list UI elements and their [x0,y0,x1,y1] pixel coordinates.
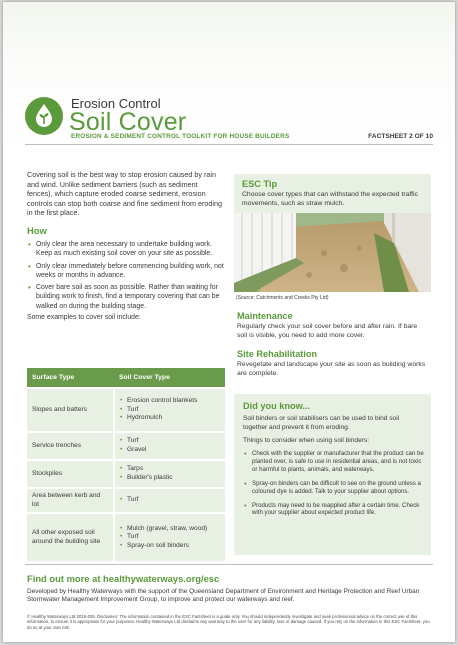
table-header: Surface Type [27,368,114,388]
table-cell: Service trenches [27,432,114,460]
list-item: • Mulch (gravel, straw, wood) [120,525,220,534]
maintenance-heading: Maintenance [237,311,293,321]
water-drop-plant-icon [25,97,63,135]
examples-text: Some examples to cover soil include: [27,314,141,322]
maintenance-text: Regularly check your soil cover before and after rain. If bare soil is visible, you need to add more cover. [237,323,418,339]
photo-source: (Source: Catchments and Creeks Pty Ltd) [236,295,329,301]
list-item: • Turf [120,533,220,542]
left-column [27,170,225,321]
list-item: • Builder's plastic [120,474,220,483]
factsheet-number: FACTSHEET 2 OF 10 [368,133,433,140]
list-item: • Only clear immediately before commencing building work, not weeks or months in advance. [27,262,225,281]
rehabilitation-text: Revegetate and landscape your site as soon as building works are complete. [237,361,426,377]
did-you-know-subtext: Things to consider when using soil binders: [243,437,370,444]
table-row [27,388,225,432]
table-row [27,460,225,488]
table-cell: Stockpiles [27,460,114,488]
table-cell [114,388,225,432]
how-list [27,240,225,311]
rehabilitation-heading: Site Rehabilitation [237,349,318,359]
tip-text: Choose cover types that can withstand the expected traffic movements, such as straw mulch. [242,191,418,207]
factsheet-page [3,2,455,642]
list-item: • Turf [120,406,220,415]
header-divider [25,144,433,145]
find-out-more-link[interactable]: Find out more at healthywaterways.org/esc [27,573,220,584]
did-you-know-heading: Did you know... [243,401,311,411]
table-row [27,488,225,513]
site-photo [234,213,431,292]
tip-heading: ESC Tip [242,179,278,189]
page-title: Soil Cover [69,108,187,136]
table-header: Soil Cover Type [114,368,225,388]
table-cell: Area between kerb and lot [27,488,114,513]
list-item: • Check with the supplier or manufacturer that the product can be planted over, is safe to use in residential areas, and is not toxic or harmful to plants, animals, and waterways. [243,450,427,474]
did-you-know-panel [234,394,431,555]
table-row [27,432,225,460]
table-cell: All other exposed soil around the building site [27,513,114,561]
toolkit-subtitle: EROSION & SEDIMENT CONTROL TOOLKIT FOR HOUSE BUILDERS [71,133,290,140]
list-item: • Tarps [120,465,220,474]
list-item: • Gravel [120,446,220,455]
list-item: • Only clear the area necessary to undertake building work. Keep as much existing soil cover on your site as possible. [27,240,225,259]
disclaimer-text: © Healthy Waterways Ltd 2016-006. Disclaimer: The information contained in the ESC Factsheet is a guide only. You should independently investigate and seek professional advice on the correct use of this information, to ensure it is appropriate for your purposes. Healthy Waterways Ltd disclaims any warranty to the user for any liability, loss or damage caused. If you rely on the information in this ESC Factsheet, you do so at your own risk. [27,614,430,630]
table-cell [114,432,225,460]
list-item: • Turf [120,496,220,505]
table-cell [114,460,225,488]
soil-cover-table [27,368,225,561]
table-cell [114,513,225,561]
list-item: • Erosion control blankets [120,397,220,406]
list-item: • Hydromulch [120,414,220,423]
footer-divider [25,564,433,565]
intro-paragraph: Covering soil is the best way to stop erosion caused by rain and wind. Unlike sediment barriers (such as sediment fences), which capture eroded coarse sediment, erosion controls can stop both coarse and fine sediment from eroding in the first place. [27,170,222,218]
list-item: • Spray-on soil binders [120,542,220,551]
list-item: • Cover bare soil as soon as possible. Rather than waiting for building work to finish, find a temporary covering that can be walked on during the building stage. [27,283,225,311]
developed-by-text: Developed by Healthy Waterways with the support of the Queensland Department of Environment and Heritage Protection and Reef Urban Stormwater Management Improvement Group, to improve and protect our waterways and reef. [27,588,420,604]
category-label: Erosion Control [71,96,161,111]
did-you-know-text: Soil binders or soil stabilisers can be used to bind soil together and prevent it from eroding. [243,415,400,431]
list-item: • Turf [120,437,220,446]
list-item: • Products may need to be reapplied after a certain time. Check with your supplier about expected product life. [243,502,427,518]
table-row [27,513,225,561]
table-header-row [27,368,225,388]
table-cell: Slopes and batters [27,388,114,432]
soil-binder-list [243,450,427,523]
list-item: • Spray-on binders can be difficult to see on the ground unless a coloured dye is added. Talk to your supplier about options. [243,480,427,496]
how-heading: How [27,224,47,236]
table-cell [114,488,225,513]
